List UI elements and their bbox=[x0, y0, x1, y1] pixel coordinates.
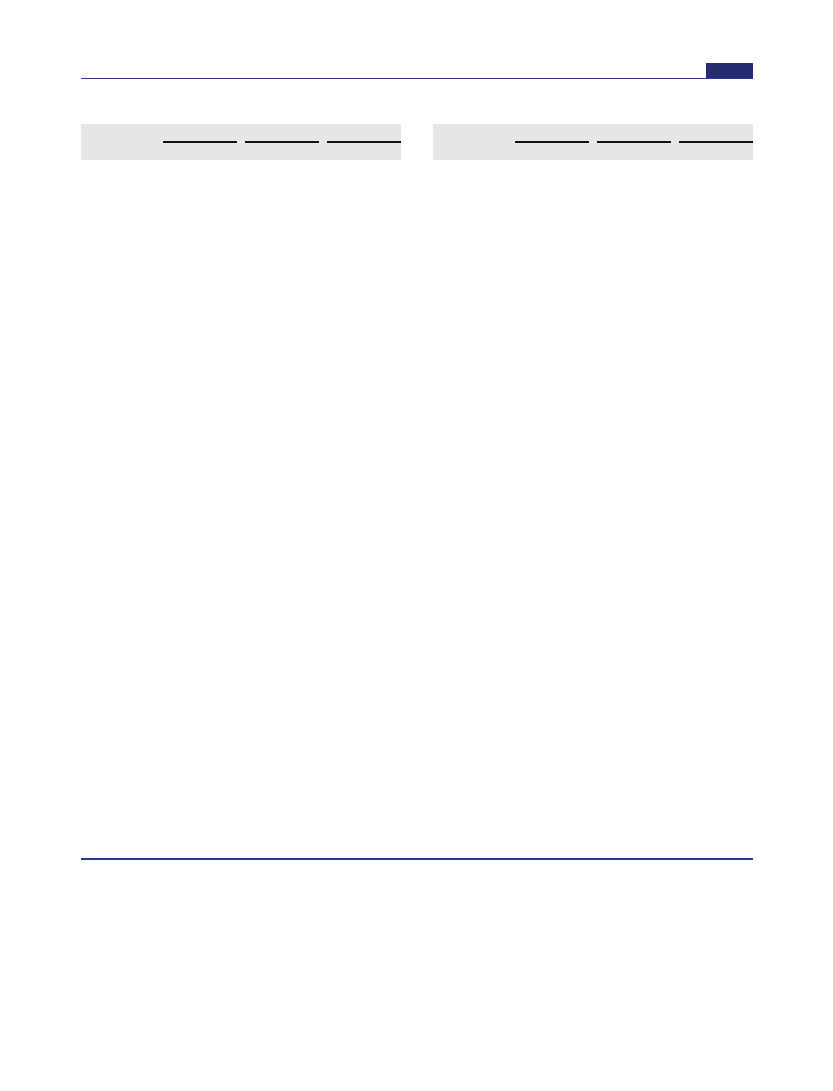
page-number-tab bbox=[706, 63, 753, 78]
footer-rule bbox=[81, 858, 753, 860]
right-table-header bbox=[433, 124, 753, 160]
right-table-column-rule-1 bbox=[515, 141, 589, 143]
left-table-column-rule-3 bbox=[327, 141, 401, 143]
left-table-header bbox=[81, 124, 401, 160]
left-table-column-rule-2 bbox=[245, 141, 319, 143]
header-rule bbox=[81, 78, 753, 79]
left-table-column-rule-1 bbox=[163, 141, 237, 143]
right-table-column-rule-3 bbox=[679, 141, 753, 143]
right-table-column-rule-2 bbox=[597, 141, 671, 143]
